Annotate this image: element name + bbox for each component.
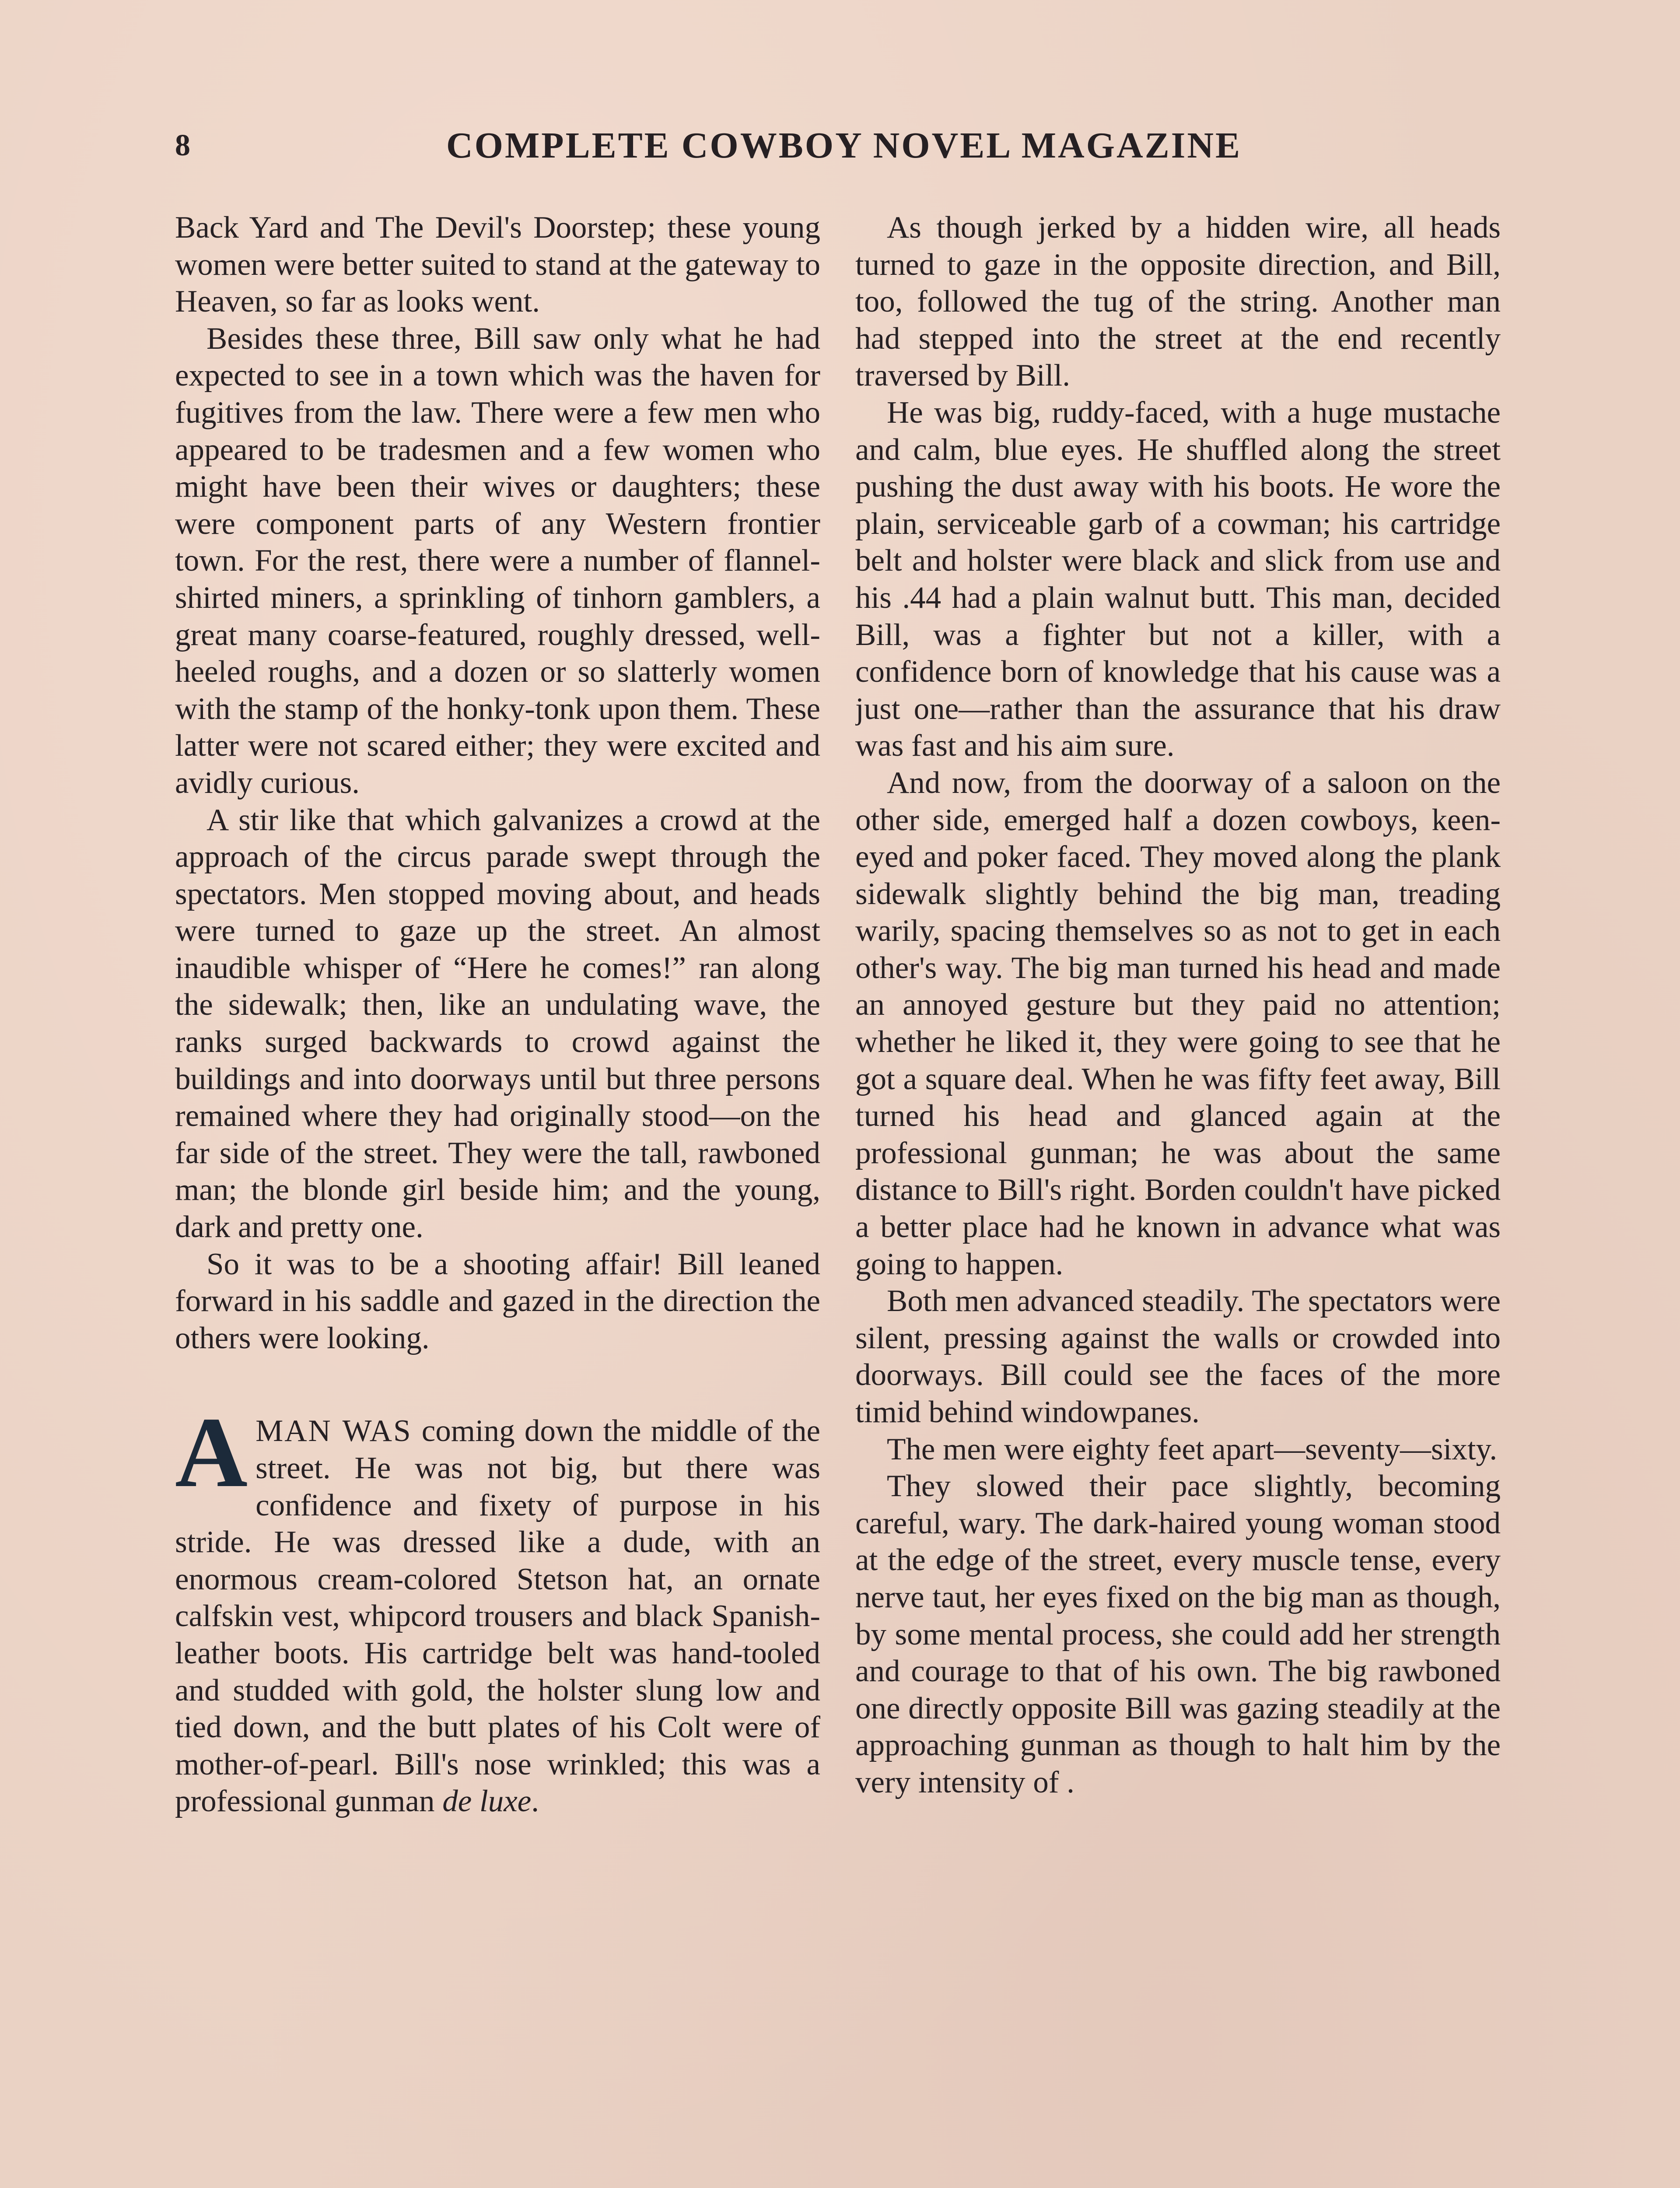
lead-in-caps: MAN WAS bbox=[256, 1414, 412, 1448]
paragraph: The men were eighty feet apart—seventy—sixty. bbox=[887, 1432, 1498, 1466]
paragraph: Both men advanced steadily. The spectators were silent, pressing against the walls or crowded into doorways. Bill could see the faces of the more timid behind windowpanes. bbox=[855, 1284, 1501, 1429]
paragraph-with-dropcap bbox=[175, 1396, 820, 1820]
paragraph: So it was to be a shooting affair! Bill leaned forward in his saddle and gazed in the direction the others were looking. bbox=[175, 1247, 820, 1355]
paragraph-end: . bbox=[531, 1784, 539, 1819]
drop-cap: A bbox=[175, 1396, 248, 1508]
paragraph: And now, from the doorway of a saloon on the other side, emerged half a dozen cowboys, keen-eyed and poker faced. They moved along the plank sidewalk slightly behind the big man, treading warily, spacing themselves so as not to get in each other's way. The big man turned his head and made an annoyed gesture but they paid no attention; whether he liked it, they were going to see that he got a square deal. When he was fifty feet away, Bill turned his head and glanced again at the professional gunman; he was about the same distance to Bill's right. Borden couldn't have picked a better place had he known in advance what was going to happen. bbox=[855, 765, 1501, 1281]
section-break bbox=[175, 1357, 820, 1413]
page-number: 8 bbox=[175, 129, 190, 162]
right-column bbox=[855, 209, 1501, 2188]
running-title: COMPLETE COWBOY NOVEL MAGAZINE bbox=[446, 125, 1242, 166]
paragraph: He was big, ruddy-faced, with a huge mustache and calm, blue eyes. He shuffled along the street pushing the dust away with his boots. He wore the plain, serviceable garb of a cowman; his cartridge belt and holster were black and slick from use and his .44 had a plain walnut butt. This man, decided Bill, was a fighter but not a killer, with a confidence born of knowledge that his cause was a just one—rather than the assurance that his draw was fast and his aim sure. bbox=[855, 395, 1501, 763]
page-header bbox=[175, 122, 1544, 174]
paragraph: They slowed their pace slightly, becoming careful, wary. The dark-haired young woman stood at the edge of the street, every muscle tense, every nerve taut, her eyes fixed on the big man as though, by some mental process, she could add her strength and courage to that of his own. The big rawboned one directly opposite Bill was gazing steadily at the approaching gunman as though to halt him by the very intensity of . bbox=[855, 1469, 1501, 1799]
italic-phrase: de luxe bbox=[442, 1784, 532, 1819]
paragraph: Back Yard and The Devil's Doorstep; these young women were better suited to stand at the gateway to Heaven, so far as looks went. bbox=[175, 210, 820, 319]
paragraph: A stir like that which galvanizes a crowd at the approach of the circus parade swept through the spectators. Men stopped moving about, and heads were turned to gaze up the street. An almost inaudible whisper of “Here he comes!” ran along the sidewalk; then, like an undulating wave, the ranks surged backwards to crowd against the buildings and into doorways until but three persons remained where they had originally stood—on the far side of the street. They were the tall, rawboned man; the blonde girl beside him; and the young, dark and pretty one. bbox=[175, 803, 820, 1245]
left-column bbox=[175, 209, 820, 2188]
paragraph-body: coming down the middle of the street. He was not big, but there was confidence and fixety of purpose in his stride. He was dressed like a dude, with an enormous cream-colored Stetson hat, an ornate calfskin vest, whipcord trousers and black Spanish-leather boots. His cartridge belt was hand-tooled and studded with gold, the holster slung low and tied down, and the butt plates of his Colt were of mother-of-pearl. Bill's nose wrinkled; this was a professional gunman bbox=[175, 1414, 820, 1819]
paragraph: As though jerked by a hidden wire, all heads turned to gaze in the opposite direction, and Bill, too, followed the tug of the string. Another man had stepped into the street at the end recently traversed by Bill. bbox=[855, 210, 1501, 393]
paragraph: Besides these three, Bill saw only what he had expected to see in a town which was the haven for fugitives from the law. There were a few men who appeared to be tradesmen and a few women who might have been their wives or daughters; these were component parts of any Western frontier town. For the rest, there were a number of flannel-shirted miners, a sprinkling of tinhorn gamblers, a great many coarse-featured, roughly dressed, well-heeled roughs, and a dozen or so slatterly women with the stamp of the honky-tonk upon them. These latter were not scared either; they were excited and avidly curious. bbox=[175, 321, 820, 800]
